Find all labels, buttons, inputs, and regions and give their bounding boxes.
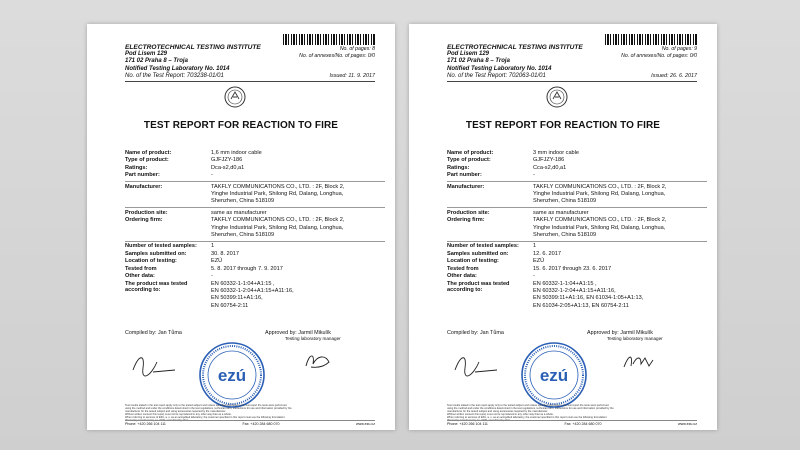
page-count-block	[621, 46, 697, 59]
compiled-by: Compiled by: Jan Tůma	[125, 330, 182, 336]
address-line-1: Pod Lisem 129	[447, 51, 490, 58]
field-row	[447, 184, 707, 206]
report-title: TEST REPORT FOR REACTION TO FIRE	[143, 120, 339, 131]
field-label: Part number:	[125, 172, 160, 179]
field-label: The product was tested according to:	[125, 280, 188, 293]
field-row	[125, 273, 385, 280]
page-count-block	[299, 46, 375, 59]
field-value: same as manufacturer	[211, 209, 267, 216]
fine-print: Test results stated in the test report apply only to the tested subject and unless specified otherwise in the test report the tests were performed using the method and under the conditions determined in the test regulations, technical norm, instructions for use and information provided by the manufacturer for the tested subject and using accessories required by the manufacturer. Without written consent this report must not be reproduced in any other way than as a whole. When referring to services of EZÚ, a. s. as an accredited laboratory, the customer specified in this report must use the following formulation: "Tested by test laboratory no. 1006, accredited by ČIA"	[125, 404, 292, 423]
address-line-1: Pod Lisem 129	[125, 51, 168, 58]
signature-approver	[621, 352, 655, 372]
field-label: Ordering firm:	[447, 217, 485, 224]
field-label: Name of product:	[125, 150, 172, 156]
field-value: TAKFLY COMMUNICATIONS CO., LTD. : 2F, Block 2, Yinghe Industrial Park, Shilong Rd, Dalang, Longhua, Shenzhen, China 518109	[533, 183, 667, 205]
approver-title: Testing laboratory manager	[285, 336, 341, 342]
field-row	[447, 172, 707, 179]
report-title: TEST REPORT FOR REACTION TO FIRE	[465, 120, 661, 131]
approved-by-block	[265, 330, 341, 342]
annex-count: No. of annexes/No. of pages: 0/0	[299, 52, 375, 59]
issued-date: Issued: 26. 6. 2017	[651, 73, 697, 79]
footer-phone: Phone: +420 266 104 111	[447, 422, 488, 426]
field-row	[125, 165, 385, 172]
field-row	[447, 165, 707, 172]
field-row	[447, 157, 707, 164]
field-label: Location of testing:	[447, 258, 499, 265]
page-count: No. of pages: 8	[339, 46, 375, 52]
institute-name: ELECTROTECHNICAL TESTING INSTITUTE	[125, 44, 261, 51]
header-rule	[125, 81, 375, 82]
divider	[125, 181, 385, 182]
footer	[447, 420, 697, 426]
report-fields	[125, 150, 385, 310]
field-row	[447, 251, 707, 258]
field-label: Production site:	[447, 209, 490, 216]
field-value: -	[533, 172, 535, 179]
footer-phone: Phone: +420 266 104 111	[125, 422, 166, 426]
field-value: 1	[533, 243, 537, 250]
field-row	[125, 157, 385, 164]
field-value: GJFJZY-186	[211, 157, 243, 164]
ezu-logo-icon	[546, 86, 568, 108]
field-row	[447, 266, 707, 273]
stamp-text: ezú	[217, 366, 247, 385]
report-number: No. of the Test Report: 703238-01/01	[125, 72, 224, 79]
footer-fax: Fax: +420 284 680 070	[242, 422, 280, 426]
approved-by-block	[587, 330, 663, 342]
field-label: Type of product:	[447, 157, 491, 164]
signature-compiler	[131, 350, 177, 378]
notified-lab: Notified Testing Laboratory No. 1014	[447, 65, 552, 72]
field-row	[447, 258, 707, 265]
field-label: Ratings:	[447, 164, 470, 171]
fine-print: Test results stated in the test report apply only to the tested subject and unless specified otherwise in the test report the tests were performed using the method and under the conditions determined in the test regulations, technical norm, instructions for use and information provided by the manufacturer for the tested subject and using accessories required by the manufacturer. Without written consent this report must not be reproduced in any other way than as a whole. When referring to services of EZÚ, a. s. as an accredited laboratory, the customer specified in this report must use the following formulation: "Tested by test laboratory no. 1006, accredited by ČIA"	[447, 404, 614, 423]
field-row	[125, 150, 385, 157]
field-value: 15. 6. 2017 through 23. 6. 2017	[533, 265, 612, 272]
barcode	[283, 34, 375, 45]
field-value: -	[533, 273, 535, 280]
field-label: Tested from	[447, 265, 479, 272]
field-value: 30. 8. 2017	[211, 250, 239, 257]
report-number: No. of the Test Report: 702063-01/01	[447, 72, 546, 79]
field-label: Part number:	[447, 172, 482, 179]
divider	[447, 207, 707, 208]
report-header	[447, 44, 583, 80]
field-value: GJFJZY-186	[533, 157, 565, 164]
field-label: Type of product:	[125, 157, 169, 164]
field-value: TAKFLY COMMUNICATIONS CO., LTD. : 2F, Block 2, Yinghe Industrial Park, Shilong Rd, Dalang, Longhua, Shenzhen, China 518109	[211, 183, 345, 205]
signature-approver	[303, 350, 333, 372]
footer-web: www.ezu.cz	[678, 422, 697, 426]
field-row	[447, 243, 707, 250]
field-row	[447, 217, 707, 239]
field-value: EN 60332-1-1:04+A1:15 , EN 60332-1-2:04+A1:15+A11:16, EN 50399:11+A1:16, EN 61034-1:05+A1:13, EN 61034-2:05+A1:13, EN 60754-2:11	[533, 280, 644, 309]
field-value: EN 60332-1-1:04+A1:15 , EN 60332-1-2:04+A1:15+A11:16, EN 50399:11+A1:16, EN 60754-2:11	[211, 280, 294, 309]
field-row	[125, 266, 385, 273]
field-row	[447, 210, 707, 217]
field-label: The product was tested according to:	[447, 280, 510, 293]
divider	[447, 181, 707, 182]
report-fields	[447, 150, 707, 310]
barcode	[605, 34, 697, 45]
field-row	[125, 217, 385, 239]
address-line-2: 171 02 Praha 8 – Troja	[125, 58, 188, 65]
test-report-page-right	[409, 24, 717, 430]
field-label: Ratings:	[125, 164, 148, 171]
field-row	[125, 258, 385, 265]
field-value: 1	[211, 243, 215, 250]
field-row	[125, 210, 385, 217]
footer	[125, 420, 375, 426]
field-row	[125, 243, 385, 250]
divider	[125, 241, 385, 242]
notified-lab: Notified Testing Laboratory No. 1014	[125, 65, 230, 72]
header-rule	[447, 81, 697, 82]
field-row	[447, 281, 707, 311]
field-label: Samples submitted on:	[447, 250, 509, 257]
signature-compiler	[453, 350, 499, 378]
page-count: No. of pages: 9	[661, 46, 697, 52]
field-value: TAKFLY COMMUNICATIONS CO., LTD. : 2F, Block 2, Yinghe Industrial Park, Shilong Rd, Dalang, Longhua, Shenzhen, China 518109	[211, 217, 345, 239]
field-value: -	[211, 172, 213, 179]
field-value: 3 mm indoor cable	[533, 150, 580, 156]
footer-fax: Fax: +420 284 680 070	[564, 422, 602, 426]
compiled-by: Compiled by: Jan Tůma	[447, 330, 504, 336]
field-value: Dca-s2,d0,a1	[211, 164, 245, 171]
field-value: 1,6 mm indoor cable	[211, 150, 262, 156]
field-row	[125, 172, 385, 179]
field-label: Manufacturer:	[125, 183, 163, 190]
field-row	[125, 251, 385, 258]
field-value: EZÚ	[211, 258, 223, 265]
field-label: Tested from	[125, 265, 157, 272]
field-value: TAKFLY COMMUNICATIONS CO., LTD. : 2F, Block 2, Yinghe Industrial Park, Shilong Rd, Dalang, Longhua, Shenzhen, China 518109	[533, 217, 667, 239]
field-row	[447, 273, 707, 280]
field-label: Samples submitted on:	[125, 250, 187, 257]
field-label: Other data:	[447, 273, 477, 280]
field-value: same as manufacturer	[533, 209, 589, 216]
field-label: Location of testing:	[125, 258, 177, 265]
field-row	[447, 150, 707, 157]
field-value: 5. 8. 2017 through 7. 9. 2017	[211, 265, 283, 272]
institute-name: ELECTROTECHNICAL TESTING INSTITUTE	[447, 44, 583, 51]
field-label: Manufacturer:	[447, 183, 485, 190]
field-label: Ordering firm:	[125, 217, 163, 224]
field-value: 12. 6. 2017	[533, 250, 561, 257]
stamp-text: ezú	[539, 366, 569, 385]
approved-by: Approved by: Jarmil Mikulík	[265, 330, 331, 336]
address-line-2: 171 02 Praha 8 – Troja	[447, 58, 510, 65]
ezu-stamp	[519, 340, 589, 410]
field-value: EZÚ	[533, 258, 545, 265]
field-label: Other data:	[125, 273, 155, 280]
ezu-stamp	[197, 340, 267, 410]
approver-title: Testing laboratory manager	[607, 336, 663, 342]
ezu-logo-icon	[224, 86, 246, 108]
divider	[447, 241, 707, 242]
field-row	[125, 281, 385, 311]
field-value: -	[211, 273, 213, 280]
issued-date: Issued: 11. 9. 2017	[329, 73, 375, 79]
field-label: Number of tested samples:	[125, 243, 197, 250]
field-label: Production site:	[125, 209, 168, 216]
test-report-page-left	[87, 24, 395, 430]
divider	[125, 207, 385, 208]
footer-web: www.ezu.cz	[356, 422, 375, 426]
field-label: Number of tested samples:	[447, 243, 519, 250]
field-row	[125, 184, 385, 206]
annex-count: No. of annexes/No. of pages: 0/0	[621, 52, 697, 59]
field-label: Name of product:	[447, 150, 494, 156]
approved-by: Approved by: Jarmil Mikulík	[587, 330, 653, 336]
report-header	[125, 44, 261, 80]
field-value: Cca-s2,d0,a1	[533, 164, 567, 171]
